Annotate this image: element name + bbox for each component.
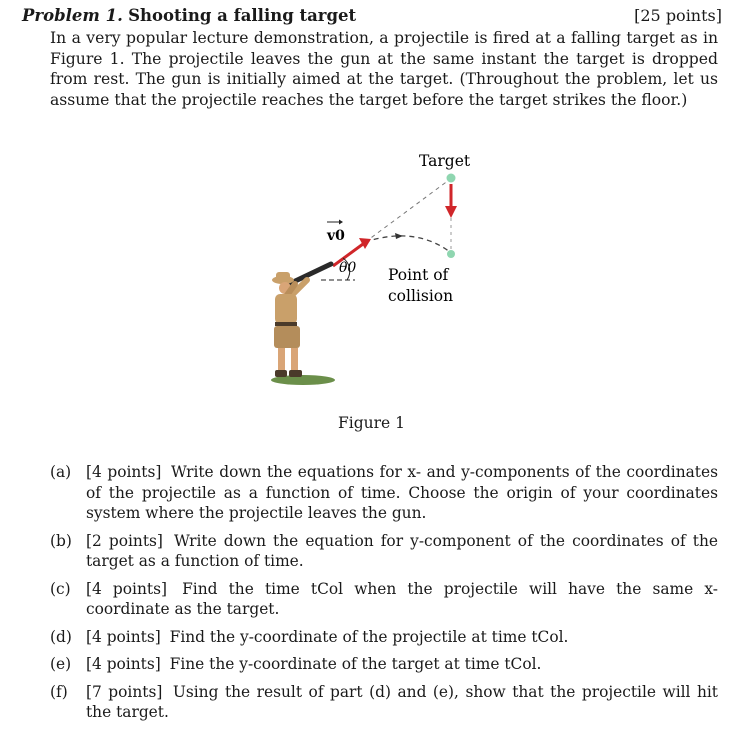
question-part-d — [50, 627, 718, 648]
problem-header — [22, 6, 722, 28]
part-points: [2 points] — [86, 531, 163, 550]
question-part-b — [50, 531, 718, 572]
part-text: Fine the y-coordinate of the target at time tCol. — [169, 655, 542, 673]
boot-right — [289, 370, 302, 377]
part-text: Write down the equations for x- and y-components of the coordinates of the projectile as a function of time. Choose the origin of your coordinates system where the projectile leaves the gun. — [86, 463, 718, 522]
problem-intro: In a very popular lecture demonstration, a projectile is fired at a falling target as in Figure 1. The projectile leaves the gun at the same instant the target is dropped from rest. The gun is initially aimed at the target. (Throughout the problem, let us assume that the projectile reaches the target before the target strikes the floor.) — [50, 29, 718, 109]
part-points: [4 points] — [86, 463, 162, 481]
leg-left — [278, 348, 285, 372]
torso — [275, 294, 297, 324]
problem-title — [22, 6, 356, 25]
collision-label-line2: collision — [388, 287, 454, 305]
problem-points: [25 points] — [634, 6, 722, 25]
part-text: Write down the equation for y-component of the coordinates of the target as a function of time. — [86, 531, 718, 570]
rifle — [289, 264, 331, 284]
part-label: (f) — [50, 682, 68, 701]
shooter-figure — [271, 264, 335, 385]
figure-illustration — [255, 148, 485, 398]
part-label: (d) — [50, 627, 72, 646]
part-label: (e) — [50, 655, 72, 673]
boot-left — [275, 370, 287, 377]
part-points: [4 points] — [86, 579, 167, 598]
v0-label: v0 — [327, 228, 345, 244]
part-text: Find the y-coordinate of the projectile at time tCol. — [169, 627, 569, 646]
target-ball — [447, 174, 456, 183]
part-label: (a) — [50, 463, 72, 481]
figure-1 — [255, 148, 485, 398]
part-points: [7 points] — [86, 682, 163, 701]
question-part-a — [50, 462, 718, 524]
target-label: Target — [419, 152, 471, 170]
figure-caption: Figure 1 — [338, 414, 405, 432]
question-part-f — [50, 682, 718, 723]
problem-label: Problem 1. — [22, 6, 123, 25]
part-label: (b) — [50, 531, 72, 550]
theta-label: θ0 — [339, 260, 357, 276]
part-text: Using the result of part (d) and (e), show that the projectile will hit the target. — [86, 682, 718, 721]
problem-name: Shooting a falling target — [128, 6, 357, 25]
part-points: [4 points] — [86, 627, 161, 646]
part-label: (c) — [50, 579, 71, 598]
collision-point — [447, 250, 455, 258]
trajectory-arrowhead — [395, 233, 403, 239]
fall-arrowhead — [445, 206, 457, 218]
hat — [276, 272, 290, 281]
leg-right — [291, 348, 298, 372]
question-part-e — [50, 654, 718, 675]
trajectory-path — [365, 236, 450, 252]
v0-vector-head — [339, 220, 343, 225]
question-parts — [50, 462, 718, 730]
part-points: [4 points] — [86, 655, 161, 673]
collision-label-line1: Point of — [388, 266, 449, 284]
question-part-c — [50, 579, 718, 620]
belt — [275, 322, 297, 326]
shorts — [274, 326, 300, 348]
part-text: Find the time tCol when the projectile will have the same x-coordinate as the target. — [86, 579, 718, 618]
